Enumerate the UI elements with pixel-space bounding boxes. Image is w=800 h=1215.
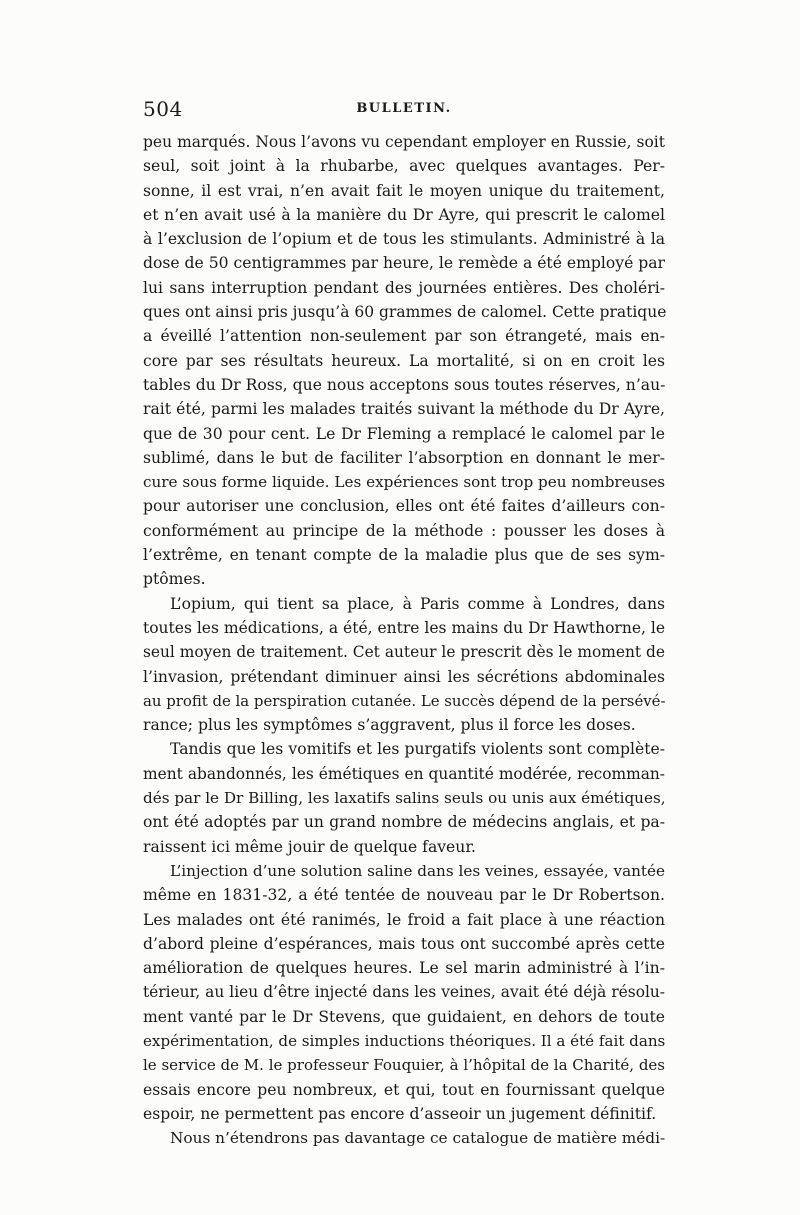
text-line: Nous n’étendrons pas davantage ce catalogue de matière médi- (170, 1129, 666, 1148)
text-line: d’abord pleine d’espérances, mais tous ont succombé après cette (143, 934, 665, 953)
text-line: expérimentation, de simples inductions théoriques. Il a été fait dans (143, 1031, 666, 1050)
text-line: dés par le Dr Billing, les laxatifs salins seuls ou unis aux émétiques, (143, 789, 666, 808)
text-line: au profit de la perspiration cutanée. Le succès dépend de la persévé- (143, 691, 666, 710)
text-line: l’invasion, prétendant diminuer ainsi les sécrétions abdominales (143, 667, 665, 686)
text-line: dose de 50 centigrammes par heure, le remède a été employé par (143, 254, 665, 273)
text-line: Tandis que les vomitifs et les purgatifs violents sont complète- (170, 740, 665, 759)
text-line: conformément au principe de la méthode : pousser les doses à (143, 521, 665, 540)
text-line: pour autoriser une conclusion, elles ont été faites d’ailleurs con- (143, 497, 665, 516)
text-line: raissent ici même jouir de quelque faveur. (143, 837, 477, 856)
text-line: amélioration de quelques heures. Le sel marin administré à l’in- (143, 959, 665, 978)
text-line: lui sans interruption pendant des journées entières. Des choléri- (143, 278, 665, 297)
text-line: tables du Dr Ross, que nous acceptons sous toutes réserves, n’au- (143, 375, 666, 394)
text-line: ptômes. (143, 570, 206, 589)
text-line: à l’exclusion de l’opium et de tous les stimulants. Administré à la (143, 230, 665, 249)
text-line: ment vanté par le Dr Stevens, que guidaient, en dehors de toute (143, 1007, 665, 1026)
text-line: Les malades ont été ranimés, le froid a fait place à une réaction (143, 910, 665, 929)
text-line: a éveillé l’attention non-seulement par son étrangeté, mais en- (143, 327, 665, 346)
text-line: cure sous forme liquide. Les expériences sont trop peu nombreuses (143, 473, 666, 492)
text-line: ment abandonnés, les émétiques en quantité modérée, recomman- (143, 764, 665, 783)
text-line: toutes les médications, a été, entre les mains du Dr Hawthorne, le (143, 618, 665, 637)
text-line: seul, soit joint à la rhubarbe, avec quelques avantages. Per- (143, 157, 665, 176)
text-line: L’opium, qui tient sa place, à Paris comme à Londres, dans (170, 594, 665, 613)
text-line: sublimé, dans le but de faciliter l’absorption en donnant le mer- (143, 448, 665, 467)
body-text (143, 130, 665, 1150)
text-line: ques ont ainsi pris jusqu’à 60 grammes de calomel. Cette pratique (143, 303, 667, 322)
text-line: l’extrême, en tenant compte de la maladie plus que de ses sym- (143, 546, 665, 565)
text-line: peu marqués. Nous l’avons vu cependant employer en Russie, soit (143, 133, 665, 151)
running-head: BULLETIN. (356, 101, 452, 116)
text-line: rance; plus les symptômes s’aggravent, plus il force les doses. (143, 716, 636, 735)
text-line: espoir, ne permettent pas encore d’asseoir un jugement définitif. (143, 1104, 657, 1123)
text-line: core par ses résultats heureux. La mortalité, si on en croit les (143, 351, 665, 370)
text-line: le service de M. le professeur Fouquier, à l’hôpital de la Charité, des (143, 1056, 665, 1075)
text-line: essais encore peu nombreux, et qui, tout en fournissant quelque (143, 1080, 665, 1099)
text-line: ont été adoptés par un grand nombre de médecins anglais, et pa- (143, 813, 665, 832)
page-header (143, 97, 665, 123)
text-line: que de 30 pour cent. Le Dr Fleming a remplacé le calomel par le (143, 424, 665, 443)
text-line: même en 1831-32, a été tentée de nouveau par le Dr Robertson. (143, 886, 665, 905)
text-line: sonne, il est vrai, n’en avait fait le moyen unique du traitement, (143, 181, 665, 200)
text-line: térieur, au lieu d’être injecté dans les veines, avait été déjà résolu- (143, 983, 665, 1002)
text-line: rait été, parmi les malades traités suivant la méthode du Dr Ayre, (143, 400, 665, 419)
text-line: seul moyen de traitement. Cet auteur le prescrit dès le moment de (143, 643, 665, 662)
text-line: L’injection d’une solution saline dans les veines, essayée, vantée (170, 861, 665, 880)
page-number: 504 (143, 97, 183, 121)
text-line: et n’en avait usé à la manière du Dr Ayre, qui prescrit le calomel (143, 205, 665, 224)
